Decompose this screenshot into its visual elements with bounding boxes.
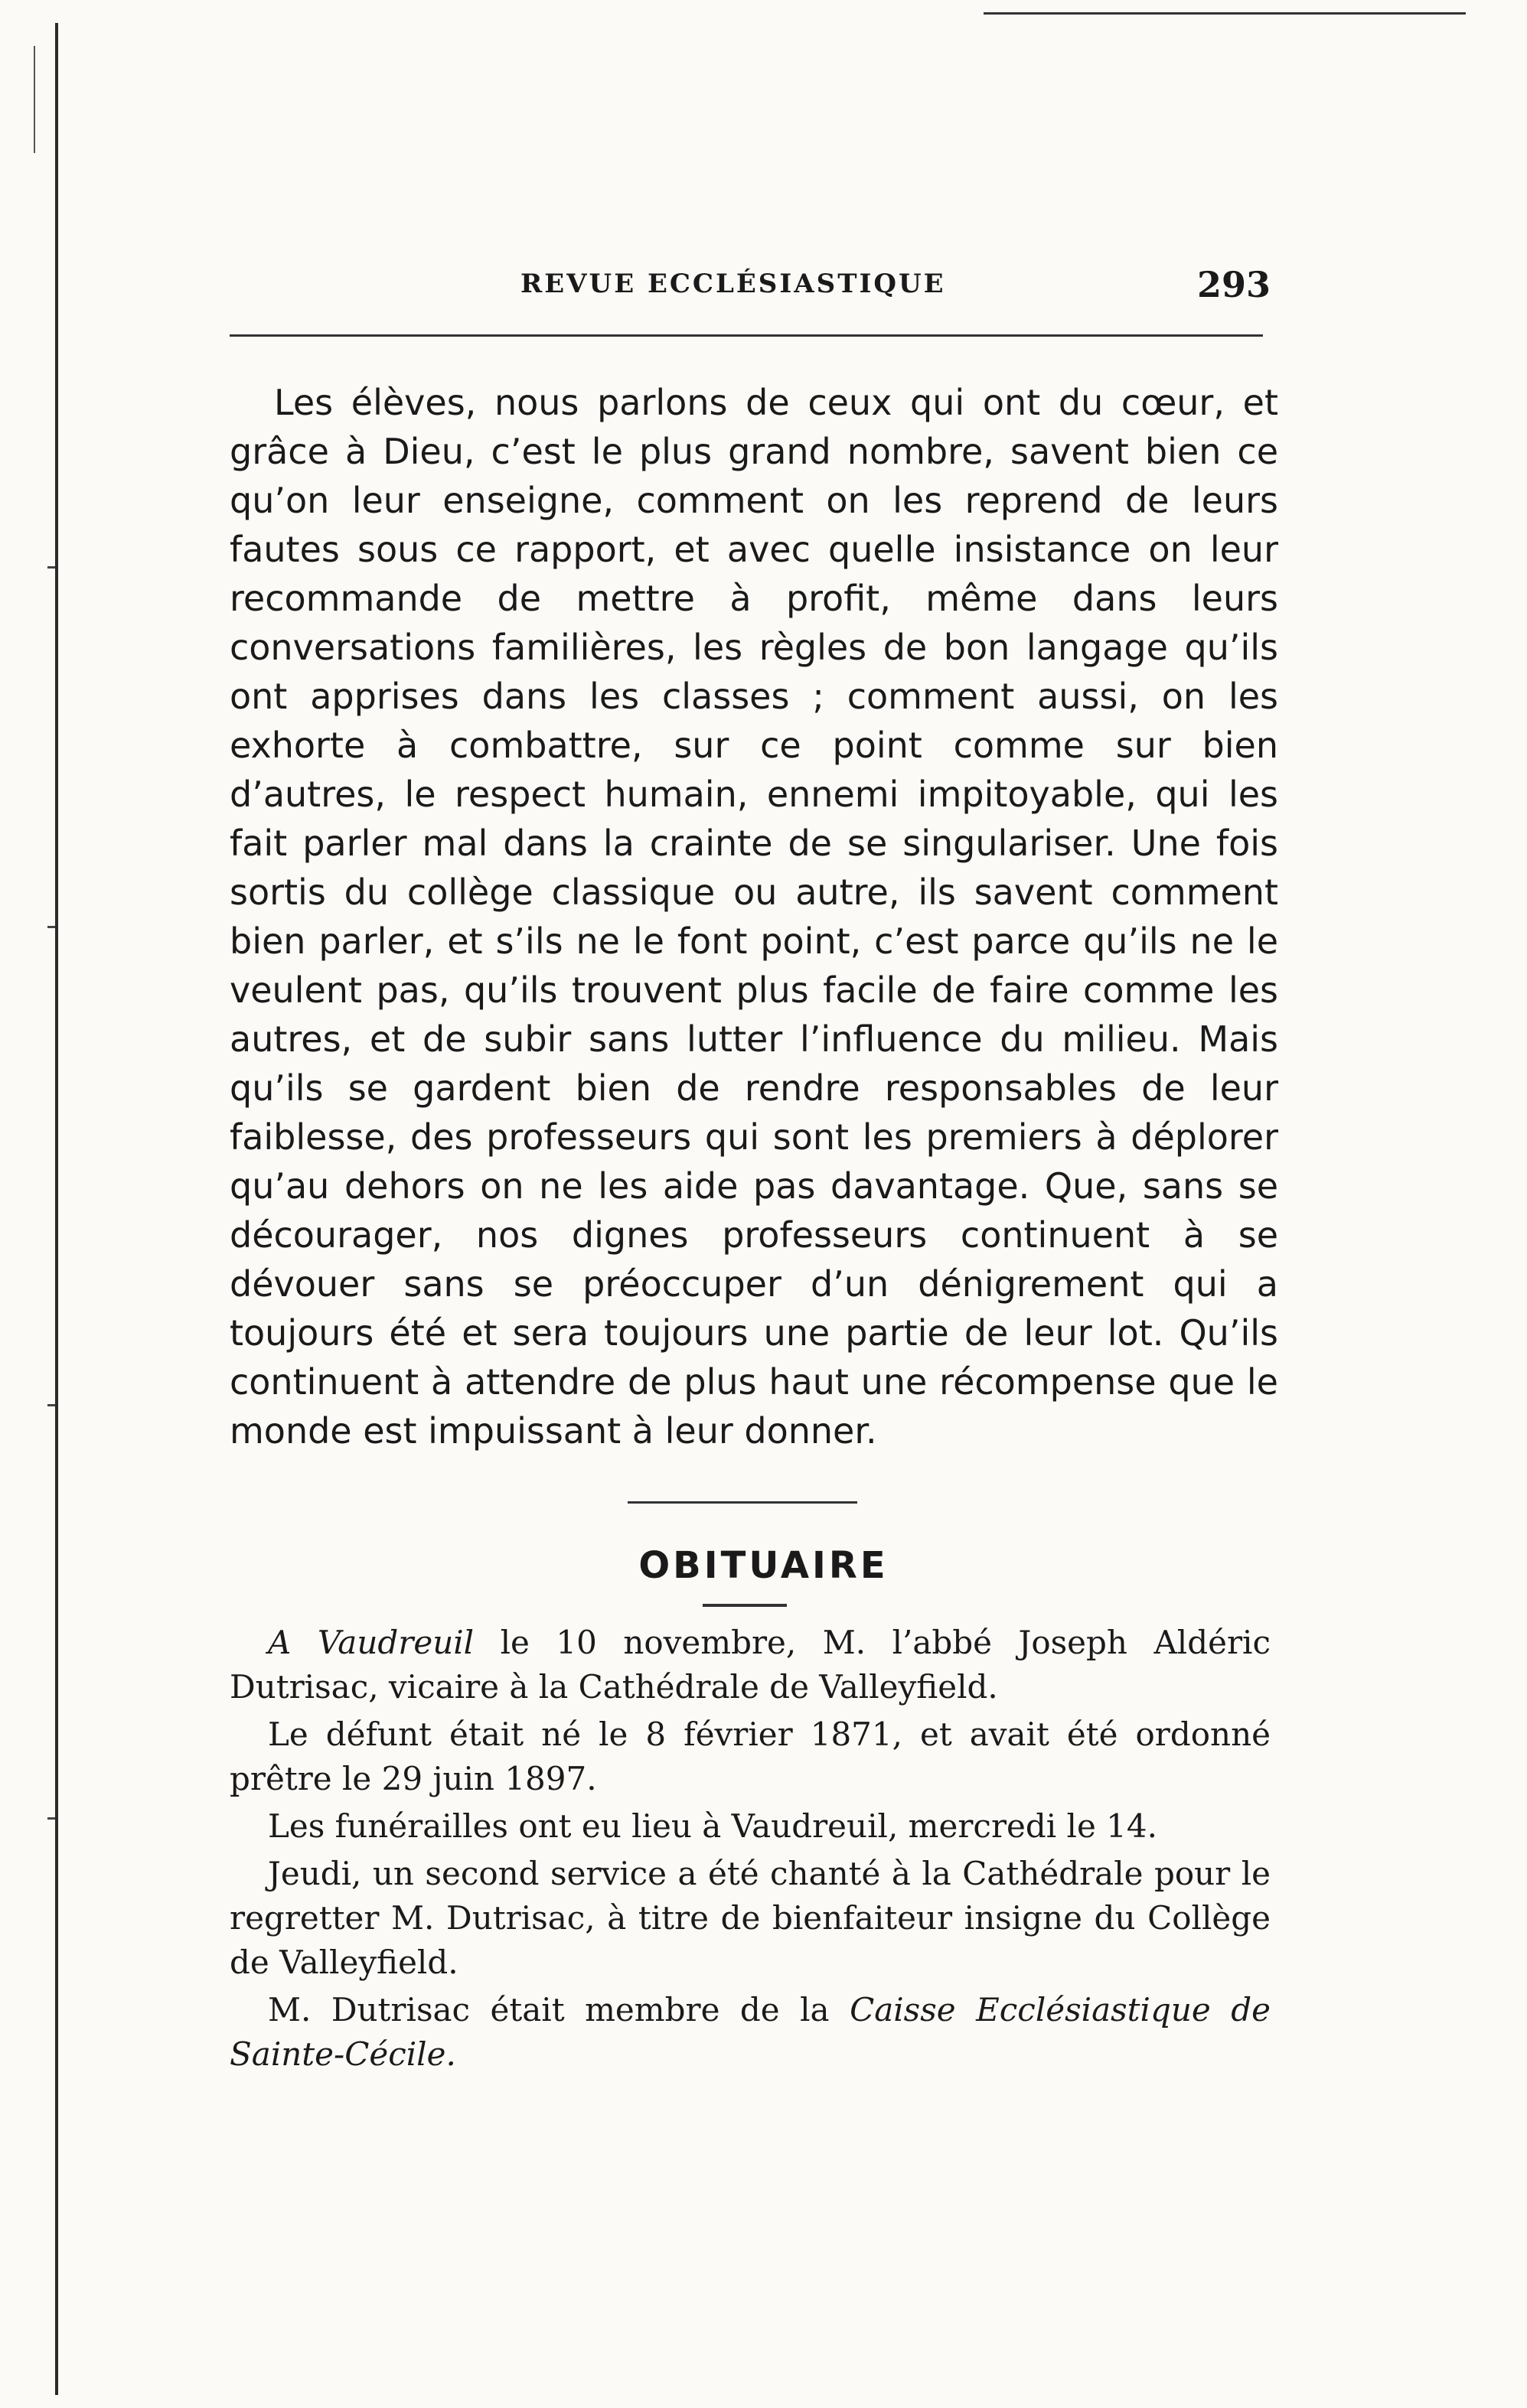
margin-mark <box>47 566 55 569</box>
running-title: REVUE ECCLÉSIASTIQUE <box>520 269 946 299</box>
header-rule <box>230 334 1263 337</box>
margin-mark <box>47 1817 55 1820</box>
page-number: 293 <box>1196 264 1271 305</box>
margin-mark <box>47 1404 55 1406</box>
title-underline <box>703 1604 787 1607</box>
obituary-paragraph-5: M. Dutrisac était membre de la Caisse Ecclésiastique de Sainte-Cécile. <box>230 1991 1271 2073</box>
obituary-place: A Vaudreuil <box>268 1624 475 1661</box>
obituary-paragraph-4: Jeudi, un second service a été chanté à la Cathédrale pour le regretter M. Dutrisac, à titre de bienfaiteur insigne du Collège de Valleyfield. <box>230 1855 1271 1981</box>
obituary-paragraph-1: A Vaudreuil le 10 novembre, M. l’abbé Joseph Aldéric Dutrisac, vicaire à la Cathédrale de Valleyfield. <box>230 1624 1271 1706</box>
margin-mark <box>47 926 55 928</box>
body-paragraph: Les élèves, nous parlons de ceux qui ont du cœur, et grâce à Dieu, c’est le plus grand nombre, savent bien ce qu’on leur enseigne, comment on les reprend de leurs fautes sous ce rapport, et avec quelle insistance on leur recommande de mettre à profit, même dans leurs conversations familières, les règles de bon langage qu’ils ont apprises dans les classes ; comment aussi, on les exhorte à combattre, sur ce point comme sur bien d’autres, le respect humain, ennemi impitoyable, qui les fait parler mal dans la crainte de se singulariser. Une fois sortis du collège classique ou autre, ils savent comment bien parler, et s’ils ne le font point, c’est parce qu’ils ne le veulent pas, qu’ils trouvent plus facile de faire comme les autres, et de subir sans lutter l’influence du milieu. Mais qu’ils se gardent bien de rendre responsables de leur faiblesse, des professeurs qui sont les premiers à déplorer qu’au dehors on ne les aide pas davantage. Que, sans se décourager, nos dignes professeurs continuent à se dévouer sans se préoccuper d’un dénigrement qui a toujours été et sera toujours une partie de leur lot. Qu’ils continuent à attendre de plus haut une récompense que le monde est impuissant à leur donner. <box>230 382 1278 1452</box>
section-divider <box>628 1501 857 1504</box>
binding-edge-line-thin <box>34 46 35 153</box>
obituary-institution: Caisse Ecclésiastique de Sainte-Cécile. <box>230 1991 1271 2073</box>
obituary-paragraph-3: Les funérailles ont eu lieu à Vaudreuil, mercredi le 14. <box>268 1807 1157 1845</box>
top-edge-rule <box>984 12 1466 15</box>
obituary-paragraph-2: Le défunt était né le 8 février 1871, et avait été ordonné prêtre le 29 juin 1897. <box>230 1716 1271 1797</box>
binding-edge-line <box>55 23 58 2395</box>
obituary-notice <box>230 1621 1271 2080</box>
running-header <box>230 264 1278 310</box>
section-title: OBITUAIRE <box>638 1544 889 1587</box>
